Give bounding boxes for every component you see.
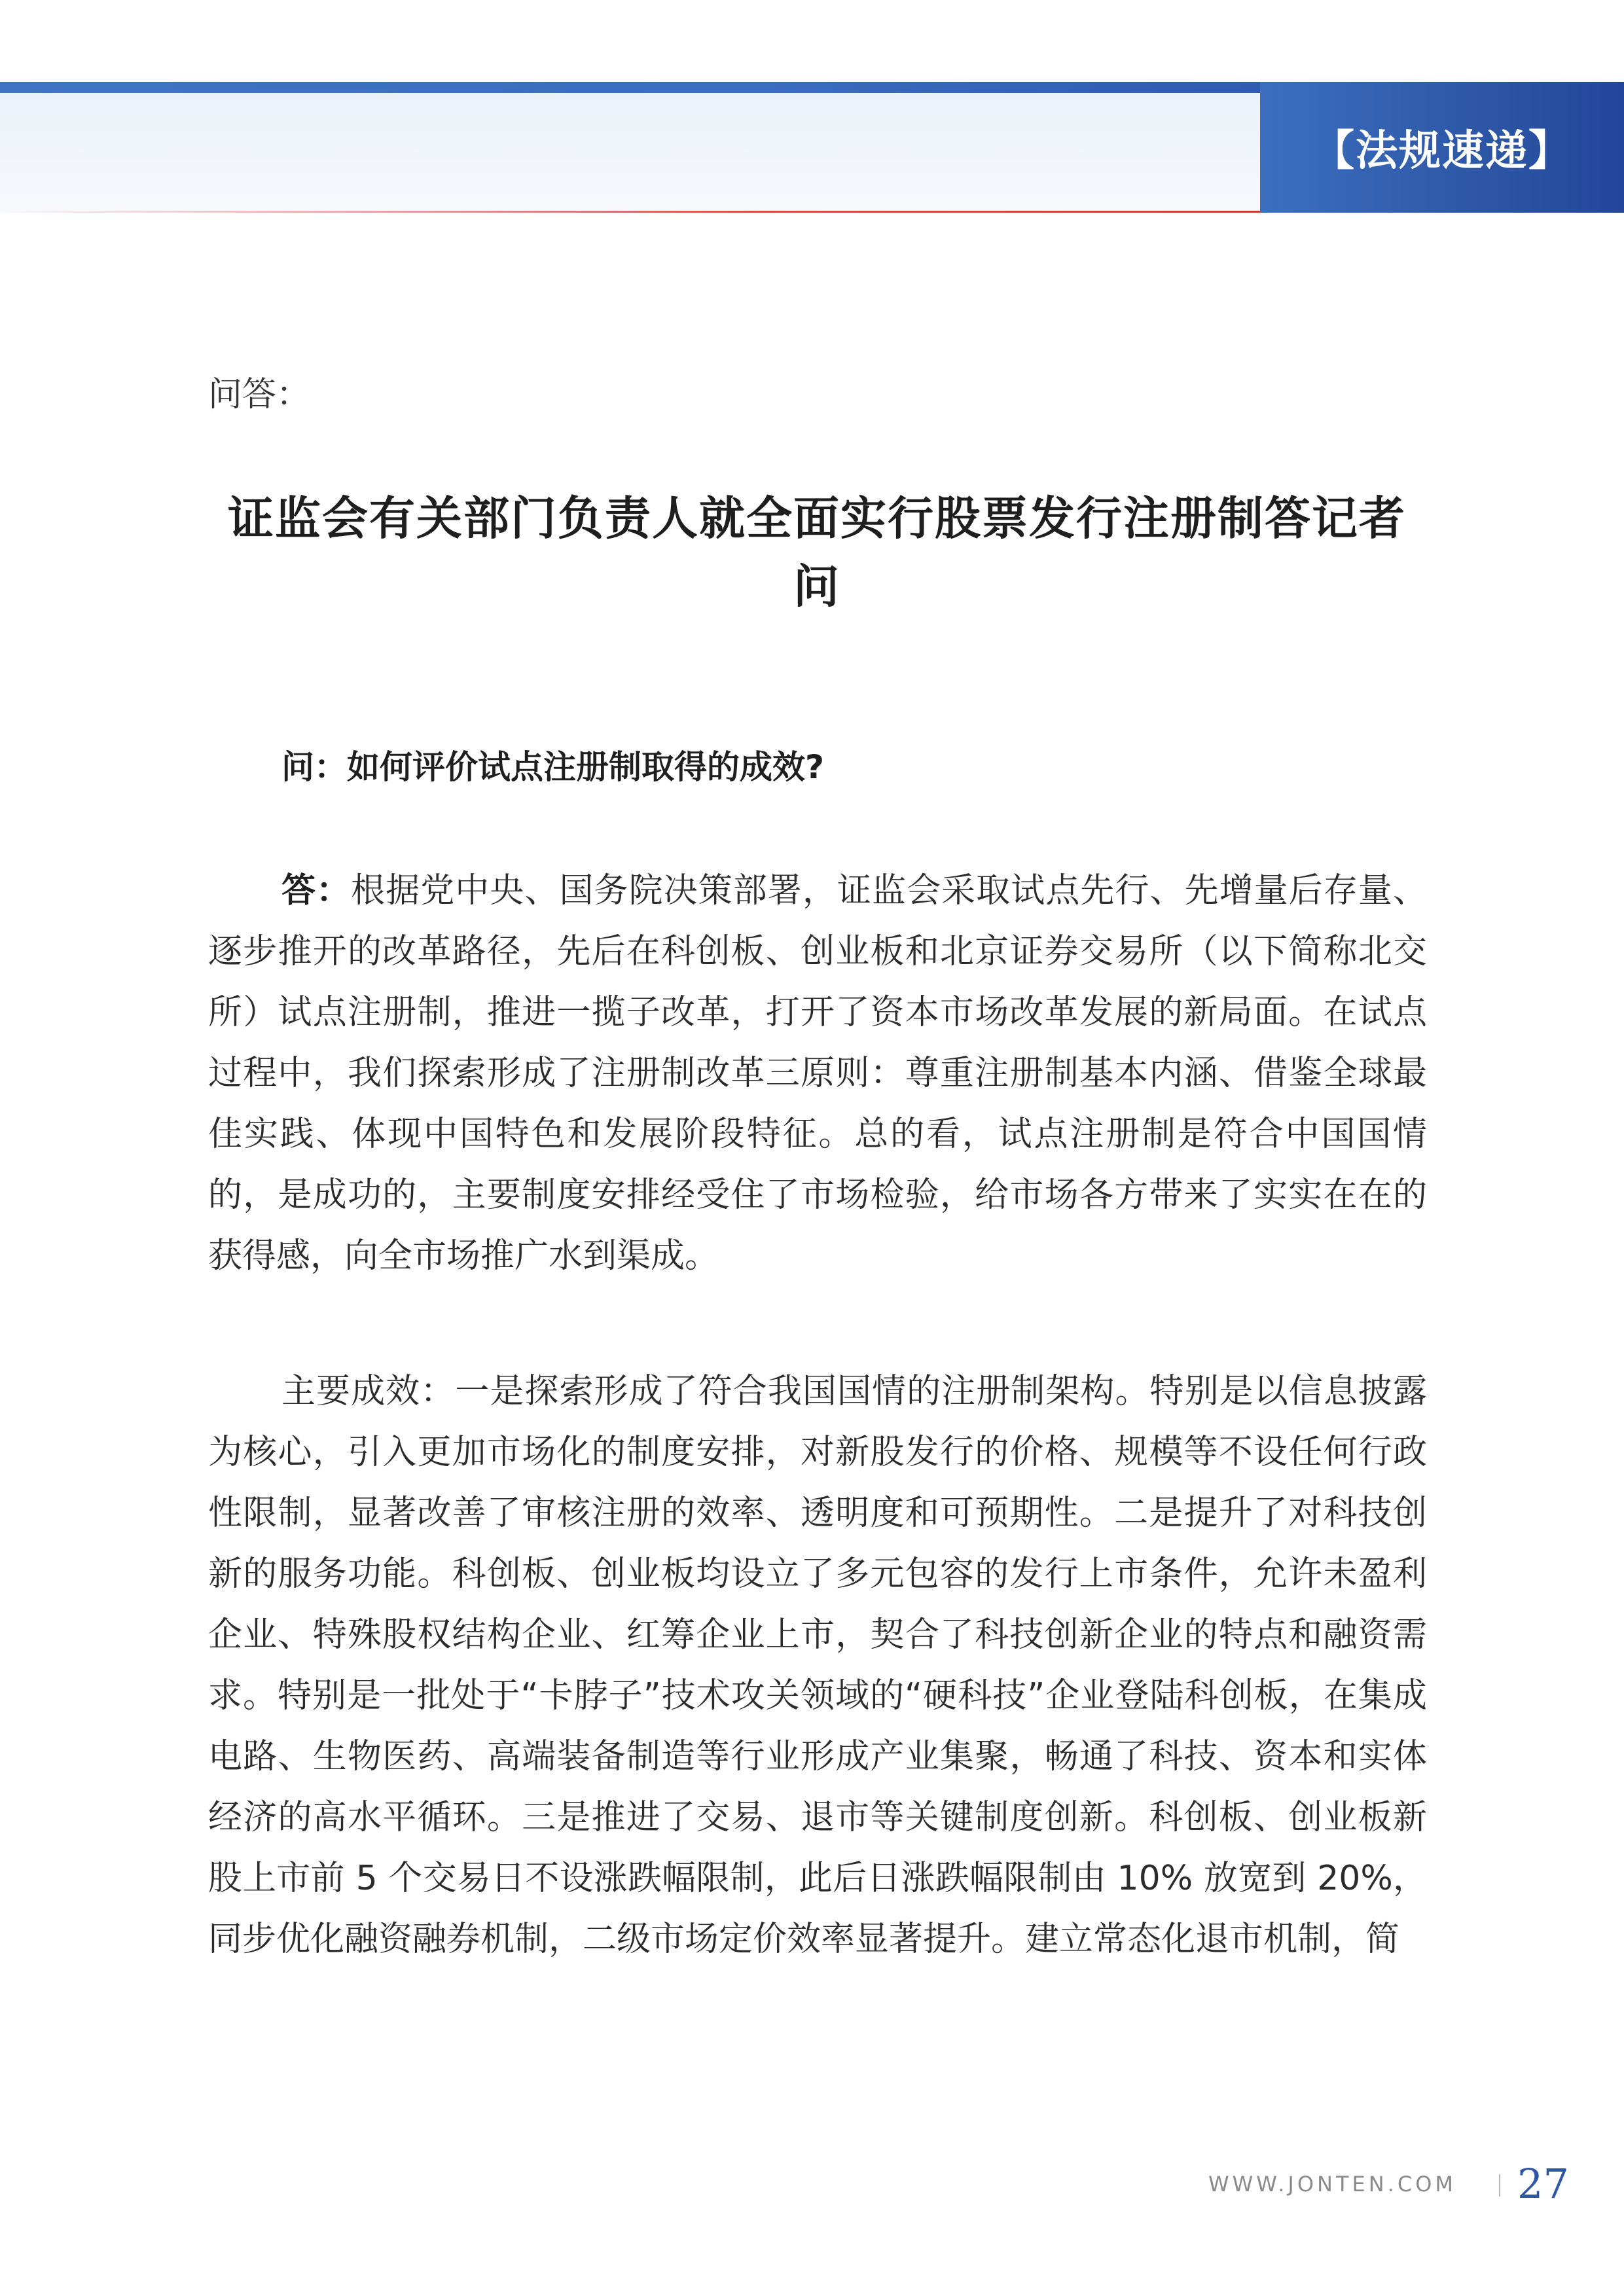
header-blue-line [0,82,1260,93]
page-number: 27 [1517,2160,1569,2208]
article-title: 证监会有关部门负责人就全面实行股票发行注册制答记者问 [228,492,1406,613]
section-tag [1260,82,1624,213]
section-tag-label: 【法规速递】 [1312,126,1572,175]
qa-label: 问答： [208,375,311,414]
main-effects-paragraph: 主要成效：一是探索形成了符合我国国情的注册制架构。特别是以信息披露为核心，引入更加市场化的制度安排，对新股发行的价格、规模等不设任何行政性限制，显著改善了审核注册的效率、透明度和可预期性。二是提升了对科技创新的服务功能。科创板、创业板均设立了多元包容的发行上市条件，允许未盈利企业、特殊股权结构企业、红筹企业上市，契合了科技创新企业的特点和融资需求。特别是一批处于“卡脖子”技术攻关领域的“硬科技”企业登陆科创板，在集成电路、生物医药、高端装备制造等行业形成产业集聚，畅通了科技、资本和实体经济的高水平循环。三是推进了交易、退市等关键制度创新。科创板、创业板新股上市前 5 个交易日不设涨跌幅限制，此后日涨跌幅限制由 10% 放宽到 20%，同步优化融资融券机制，二级市场定价效率显著提升。建立常态化退市机制，简 [208,1372,1427,1959]
answer-lead: 答： [281,871,352,910]
header-red-line [0,211,1260,213]
footer-website: WWW.JONTEN.COM [1208,2172,1456,2197]
answer-text: 根据党中央、国务院决策部署，证监会采取试点先行、先增量后存量、逐步推开的改革路径，先后在科创板、创业板和北京证券交易所（以下简称北交所）试点注册制，推进一揽子改革，打开了资本市场改革发展的新局面。在试点过程中，我们探索形成了注册制改革三原则：尊重注册制基本内涵、借鉴全球最佳实践、体现中国特色和发展阶段特征。总的看，试点注册制是符合中国国情的，是成功的，主要制度安排经受住了市场检验，给市场各方带来了实实在在的获得感，向全市场推广水到渠成。 [208,871,1427,1276]
question: 问：如何评价试点注册制取得的成效? [281,748,825,786]
footer-divider [1499,2174,1500,2197]
answer-paragraph [208,861,1427,1287]
header-band [0,82,1260,213]
